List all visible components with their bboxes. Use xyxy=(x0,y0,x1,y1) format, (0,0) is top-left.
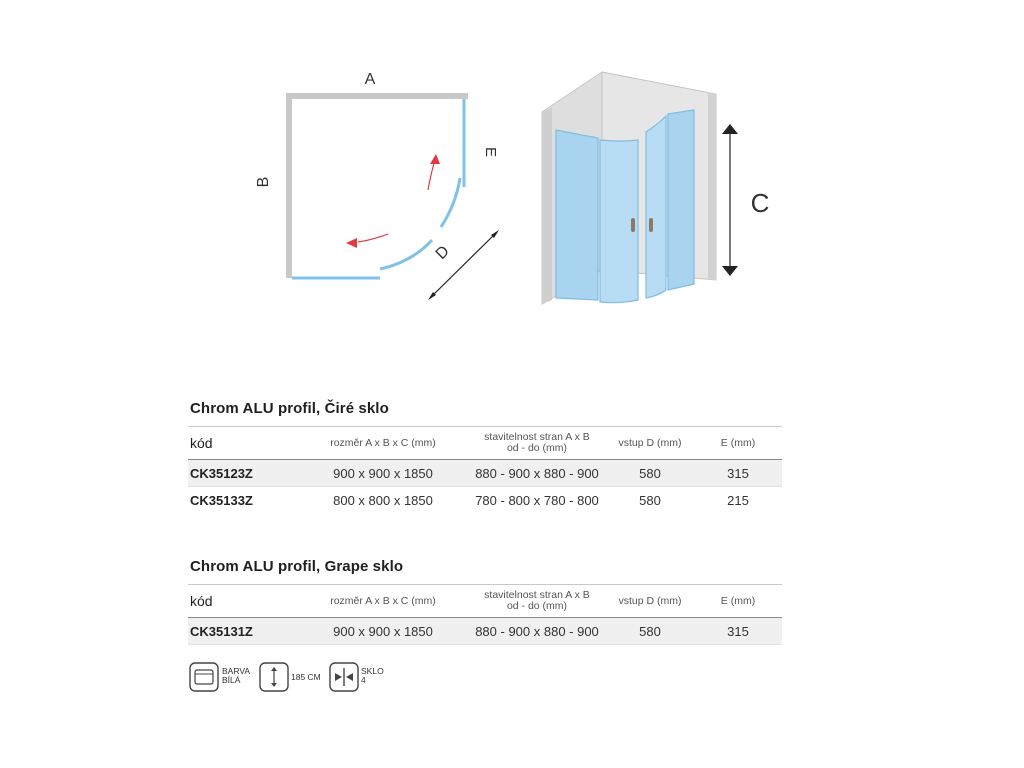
curved-door-upper xyxy=(441,178,460,227)
table-2-title: Chrom ALU profil, Grape sklo xyxy=(190,558,404,575)
table-row xyxy=(188,618,782,645)
header-adjust-line1: stavitelnost stran A x B xyxy=(484,589,590,601)
left-wall-front xyxy=(542,108,552,304)
shower-3d-illustration xyxy=(530,60,800,310)
color-label-line1: BARVA xyxy=(222,666,251,676)
header-entry: vstup D (mm) xyxy=(606,585,694,618)
door-arrow-left-icon xyxy=(358,234,388,242)
label-a: A xyxy=(364,71,376,88)
cell-e: 315 xyxy=(694,618,782,645)
header-adjust-line2: od - do (mm) xyxy=(506,442,568,454)
cell-adjust: 880 - 900 x 880 - 900 xyxy=(468,460,606,487)
cell-dimensions: 900 x 900 x 1850 xyxy=(298,618,468,645)
label-b: B xyxy=(255,176,272,188)
cell-e: 215 xyxy=(727,492,749,508)
cell-code: CK35123Z xyxy=(188,460,298,487)
glass-label xyxy=(361,667,384,685)
color-label-line2: BÍLÁ xyxy=(222,675,241,685)
cell-entry: 580 xyxy=(606,460,694,487)
door-arrow-left-head xyxy=(346,238,357,248)
color-label xyxy=(222,667,250,685)
door-arrow-up-head xyxy=(430,154,440,164)
glass-door-right xyxy=(646,116,666,298)
header-e: E (mm) xyxy=(694,427,782,460)
header-e: E (mm) xyxy=(694,585,782,618)
table-header-row xyxy=(188,585,782,618)
header-dimensions: rozměr A x B x C (mm) xyxy=(298,585,468,618)
label-c: C xyxy=(750,188,770,218)
label-e: E xyxy=(482,146,499,158)
door-handle-left xyxy=(631,218,635,232)
header-adjust-line2: od - do (mm) xyxy=(506,600,568,612)
table-row xyxy=(188,487,782,514)
cell-code: CK35131Z xyxy=(188,618,298,645)
header-code: kód xyxy=(188,585,298,618)
table-1-title: Chrom ALU profil, Čiré sklo xyxy=(190,400,389,417)
header-adjust xyxy=(468,427,606,460)
spec-table-grape-glass xyxy=(188,584,782,645)
header-dimensions: rozměr A x B x C (mm) xyxy=(298,427,468,460)
header-adjust-line1: stavitelnost stran A x B xyxy=(484,431,590,443)
glass-fixed-left xyxy=(556,130,598,300)
dimension-c-arrow-bottom xyxy=(722,266,738,276)
header-code: kód xyxy=(188,427,298,460)
cell-adjust: 780 - 800 x 780 - 800 xyxy=(475,492,599,508)
cell-entry: 580 xyxy=(639,492,661,508)
cell-entry: 580 xyxy=(606,618,694,645)
floor-plan-diagram xyxy=(250,60,510,310)
cell-dimensions: 900 x 900 x 1850 xyxy=(298,460,468,487)
door-handle-right xyxy=(649,218,653,232)
right-wall-edge xyxy=(708,92,716,280)
table-header-row xyxy=(188,427,782,460)
curved-door-lower xyxy=(380,240,432,269)
dimension-d-line xyxy=(430,232,497,298)
height-label: 185 CM xyxy=(291,672,321,682)
door-arrow-up-icon xyxy=(428,160,435,190)
profile-color-icon xyxy=(189,662,219,692)
header-adjust xyxy=(468,585,606,618)
glass-label-line2: 4 xyxy=(361,675,366,685)
cell-adjust: 880 - 900 x 880 - 900 xyxy=(468,618,606,645)
dimension-c-arrow-top xyxy=(722,124,738,134)
cell-code: CK35133Z xyxy=(190,492,253,508)
spec-table-clear-glass xyxy=(188,426,782,513)
table-row xyxy=(188,460,782,487)
header-entry: vstup D (mm) xyxy=(606,427,694,460)
label-d: D xyxy=(432,242,453,263)
height-arrows-icon xyxy=(259,662,289,692)
glass-thickness-icon xyxy=(329,662,359,692)
glass-label-line1: SKLO xyxy=(361,666,384,676)
cell-e: 315 xyxy=(694,460,782,487)
cell-dimensions: 800 x 800 x 1850 xyxy=(333,492,433,508)
glass-fixed-right xyxy=(668,110,694,290)
